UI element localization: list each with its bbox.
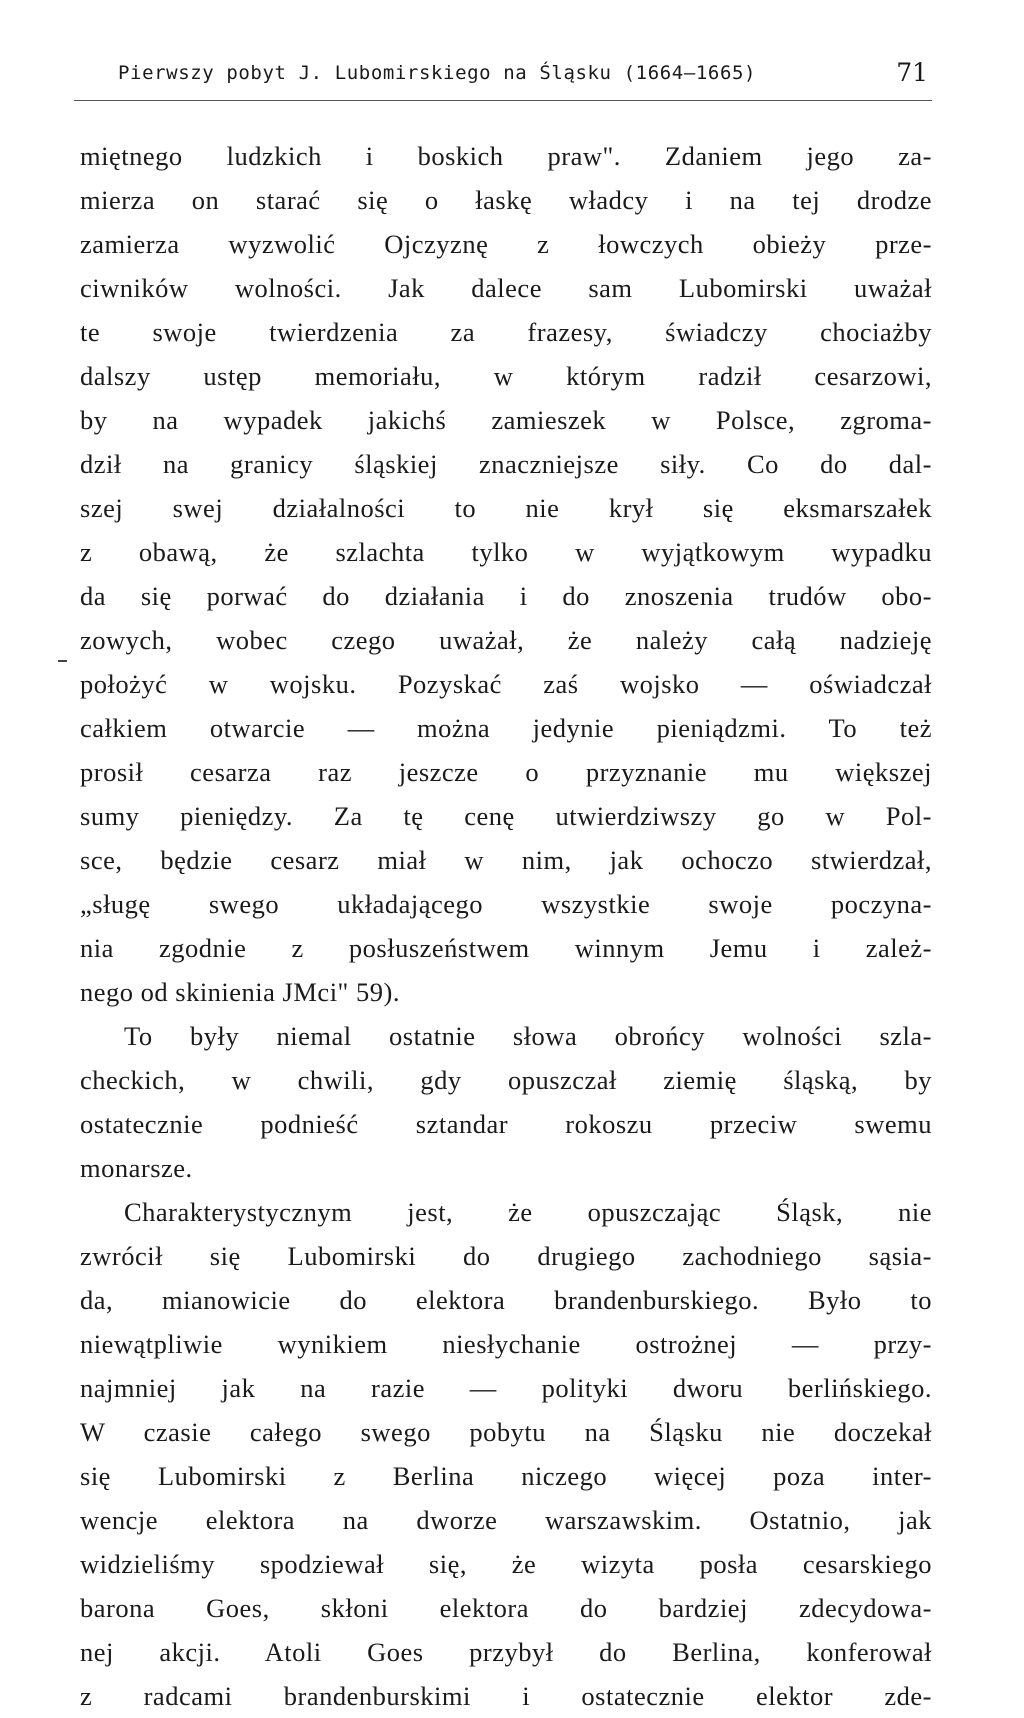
text-line: zamierza wyzwolić Ojczyznę z łowczych obieży prze- bbox=[80, 229, 932, 259]
text-line: da się porwać do działania i do znoszenia trudów obo- bbox=[80, 581, 932, 611]
text-line: prosił cesarza raz jeszcze o przyznanie mu większej bbox=[80, 757, 932, 787]
text-line: checkich, w chwili, gdy opuszczał ziemię śląską, by bbox=[80, 1065, 932, 1095]
text-line: z radcami brandenburskimi i ostatecznie elektor zde- bbox=[80, 1681, 932, 1711]
text-line: się Lubomirski z Berlina niczego więcej poza inter- bbox=[80, 1461, 932, 1491]
text-line: całkiem otwarcie — można jedynie pieniądzmi. To też bbox=[80, 713, 932, 743]
text-line: W czasie całego swego pobytu na Śląsku nie doczekał bbox=[80, 1417, 932, 1447]
text-line: nego od skinienia JMci" 59). bbox=[80, 977, 400, 1007]
margin-mark bbox=[58, 660, 67, 662]
text-line: niewątpliwie wynikiem niesłychanie ostrożnej — przy- bbox=[80, 1329, 932, 1359]
running-header bbox=[118, 58, 928, 98]
text-line: by na wypadek jakichś zamieszek w Polsce, zgroma- bbox=[80, 405, 932, 435]
text-line: dził na granicy śląskiej znaczniejsze siły. Co do dal- bbox=[80, 449, 932, 479]
text-line: „sługę swego układającego wszystkie swoje poczyna- bbox=[80, 889, 932, 919]
text-line: z obawą, że szlachta tylko w wyjątkowym wypadku bbox=[80, 537, 932, 567]
text-line: mierza on starać się o łaskę władcy i na tej drodze bbox=[80, 185, 932, 215]
text-line: wencje elektora na dworze warszawskim. Ostatnio, jak bbox=[80, 1505, 932, 1535]
text-line: widzieliśmy spodziewał się, że wizyta posła cesarskiego bbox=[80, 1549, 932, 1579]
text-line: te swoje twierdzenia za frazesy, świadczy chociażby bbox=[80, 317, 932, 347]
header-rule bbox=[74, 100, 932, 101]
text-line: szej swej działalności to nie krył się eksmarszałek bbox=[80, 493, 932, 523]
text-line: ostatecznie podnieść sztandar rokoszu przeciw swemu bbox=[80, 1109, 932, 1139]
text-line: zwrócił się Lubomirski do drugiego zachodniego sąsia- bbox=[80, 1241, 932, 1271]
text-line: sumy pieniędzy. Za tę cenę utwierdziwszy go w Pol- bbox=[80, 801, 932, 831]
text-line: położyć w wojsku. Pozyskać zaś wojsko — oświadczał bbox=[80, 669, 932, 699]
text-line: monarsze. bbox=[80, 1153, 193, 1183]
text-line: barona Goes, skłoni elektora do bardziej zdecydowa- bbox=[80, 1593, 932, 1623]
text-line: najmniej jak na razie — polityki dworu berlińskiego. bbox=[80, 1373, 932, 1403]
text-line: Charakterystycznym jest, że opuszczając Śląsk, nie bbox=[124, 1197, 932, 1227]
text-line: nej akcji. Atoli Goes przybył do Berlina, konferował bbox=[80, 1637, 932, 1667]
running-title: Pierwszy pobyt J. Lubomirskiego na Śląsku (1664—1665) bbox=[118, 62, 757, 84]
text-line: zowych, wobec czego uważał, że należy całą nadzieję bbox=[80, 625, 932, 655]
text-line: To były niemal ostatnie słowa obrońcy wolności szla- bbox=[124, 1021, 932, 1051]
text-line: nia zgodnie z posłuszeństwem winnym Jemu i zależ- bbox=[80, 933, 932, 963]
text-line: sce, będzie cesarz miał w nim, jak ochoczo stwierdzał, bbox=[80, 845, 932, 875]
text-line: da, mianowicie do elektora brandenburskiego. Było to bbox=[80, 1285, 932, 1315]
text-line: miętnego ludzkich i boskich praw". Zdaniem jego za- bbox=[80, 141, 932, 171]
body-text bbox=[80, 134, 932, 1718]
page-number: 71 bbox=[896, 58, 928, 87]
text-line: dalszy ustęp memoriału, w którym radził cesarzowi, bbox=[80, 361, 932, 391]
text-line: ciwników wolności. Jak dalece sam Lubomirski uważał bbox=[80, 273, 932, 303]
